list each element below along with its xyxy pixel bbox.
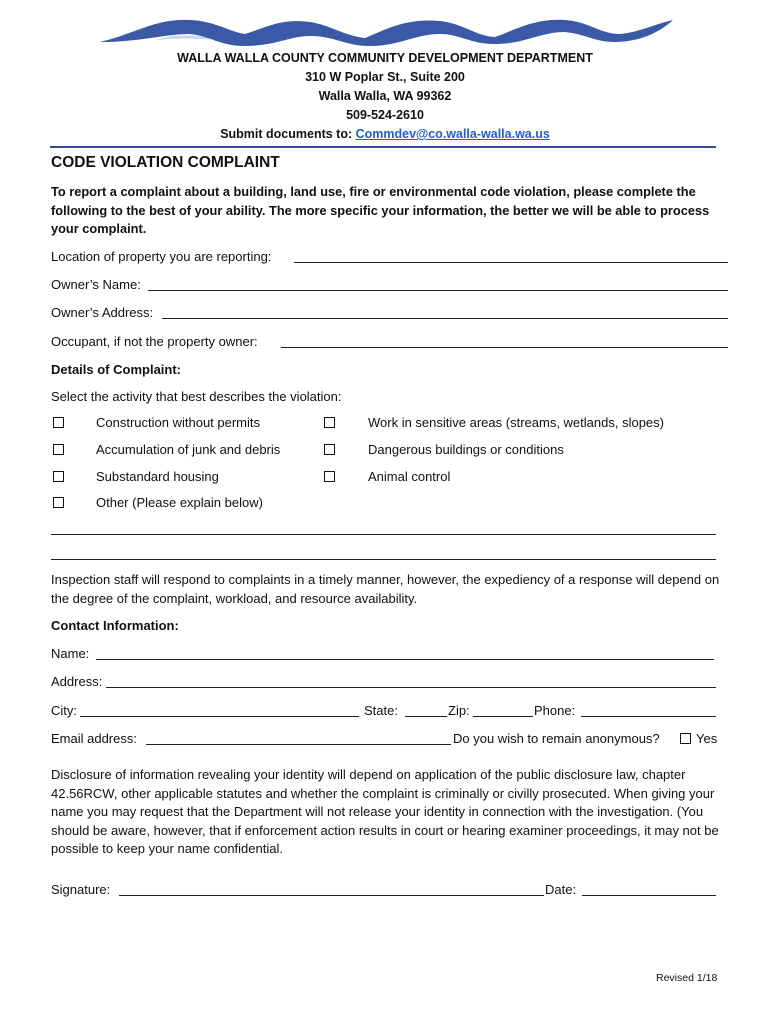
occupant-field[interactable] [281, 334, 728, 348]
explanation-line-2[interactable] [51, 546, 716, 560]
intro-text: To report a complaint about a building, land use, fire or environmental code violation, please complete the following to the best of your ability. The more specific your information, the better we will be able to process your complaint. [51, 184, 710, 236]
contact-email-field[interactable] [146, 731, 451, 745]
submit-label: Submit documents to: [220, 127, 356, 141]
location-field[interactable] [294, 249, 728, 263]
contact-phone-field[interactable] [581, 703, 716, 717]
checkbox-substandard-housing[interactable] [53, 471, 64, 482]
contact-heading: Contact Information: [51, 618, 179, 633]
contact-state-field[interactable] [405, 703, 447, 717]
option-substandard-housing-label: Substandard housing [96, 469, 219, 484]
explanation-line-1[interactable] [51, 521, 716, 535]
checkbox-sensitive-areas[interactable] [324, 417, 335, 428]
contact-city-field[interactable] [80, 703, 359, 717]
contact-name-label: Name: [51, 646, 90, 661]
county-logo-wave [95, 12, 675, 50]
department-address-line2: Walla Walla, WA 99362 [318, 89, 452, 103]
disclosure-text: Disclosure of information revealing your identity will depend on application of the public disclosure law, chapter 42.56RCW, other applicable statutes and whether the complaint is criminally or civilly prosecuted. When giving your name you may request that the Department will not release your identity in connection with the investigation. (You should be aware, however, that if enforcement action results in court or hearing examiner proceedings, it may not be possible to keep your name confidential. [51, 767, 719, 856]
contact-phone-label: Phone: [534, 703, 576, 718]
department-email-link[interactable]: Commdev@co.walla-walla.wa.us [355, 127, 550, 141]
contact-city-label: City: [51, 703, 77, 718]
date-field[interactable] [582, 882, 716, 896]
checkbox-construction[interactable] [53, 417, 64, 428]
contact-state-label: State: [364, 703, 398, 718]
option-other-label: Other (Please explain below) [96, 495, 263, 510]
option-animal-control-label: Animal control [368, 469, 451, 484]
location-label: Location of property you are reporting: [51, 249, 272, 264]
contact-email-label: Email address: [51, 731, 137, 746]
details-prompt: Select the activity that best describes the violation: [51, 389, 342, 404]
checkbox-animal-control[interactable] [324, 471, 335, 482]
anonymous-question: Do you wish to remain anonymous? [453, 731, 660, 746]
contact-address-field[interactable] [106, 674, 716, 688]
anonymous-yes-label: Yes [696, 731, 718, 746]
owner-name-label: Owner’s Name: [51, 277, 141, 292]
signature-label: Signature: [51, 882, 111, 897]
checkbox-other[interactable] [53, 497, 64, 508]
submit-documents-line [0, 127, 770, 141]
contact-zip-field[interactable] [473, 703, 533, 717]
contact-zip-label: Zip: [448, 703, 470, 718]
department-name: WALLA WALLA COUNTY COMMUNITY DEVELOPMENT DEPARTMENT [177, 51, 593, 65]
occupant-label: Occupant, if not the property owner: [51, 334, 258, 349]
option-dangerous-buildings-label: Dangerous buildings or conditions [368, 442, 564, 457]
department-phone: 509-524-2610 [346, 108, 424, 122]
contact-name-field[interactable] [96, 646, 714, 660]
checkbox-anonymous-yes[interactable] [680, 733, 691, 744]
owner-address-label: Owner’s Address: [51, 305, 154, 320]
revision-note: Revised 1/18 [656, 972, 718, 984]
page-title: CODE VIOLATION COMPLAINT [51, 154, 280, 171]
inspection-note: Inspection staff will respond to complaints in a timely manner, however, the expediency of a response will depend on the degree of the complaint, workload, and resource availability. [51, 572, 720, 606]
option-junk-debris-label: Accumulation of junk and debris [96, 442, 281, 457]
checkbox-junk-debris[interactable] [53, 444, 64, 455]
owner-address-field[interactable] [162, 305, 728, 319]
department-address-line1: 310 W Poplar St., Suite 200 [305, 70, 465, 84]
signature-field[interactable] [119, 882, 544, 896]
contact-address-label: Address: [51, 674, 103, 689]
header-divider [50, 146, 716, 148]
date-label: Date: [545, 882, 577, 897]
option-sensitive-areas-label: Work in sensitive areas (streams, wetlands, slopes) [368, 415, 664, 430]
option-construction-label: Construction without permits [96, 415, 261, 430]
details-heading: Details of Complaint: [51, 362, 182, 377]
checkbox-dangerous-buildings[interactable] [324, 444, 335, 455]
owner-name-field[interactable] [148, 277, 728, 291]
